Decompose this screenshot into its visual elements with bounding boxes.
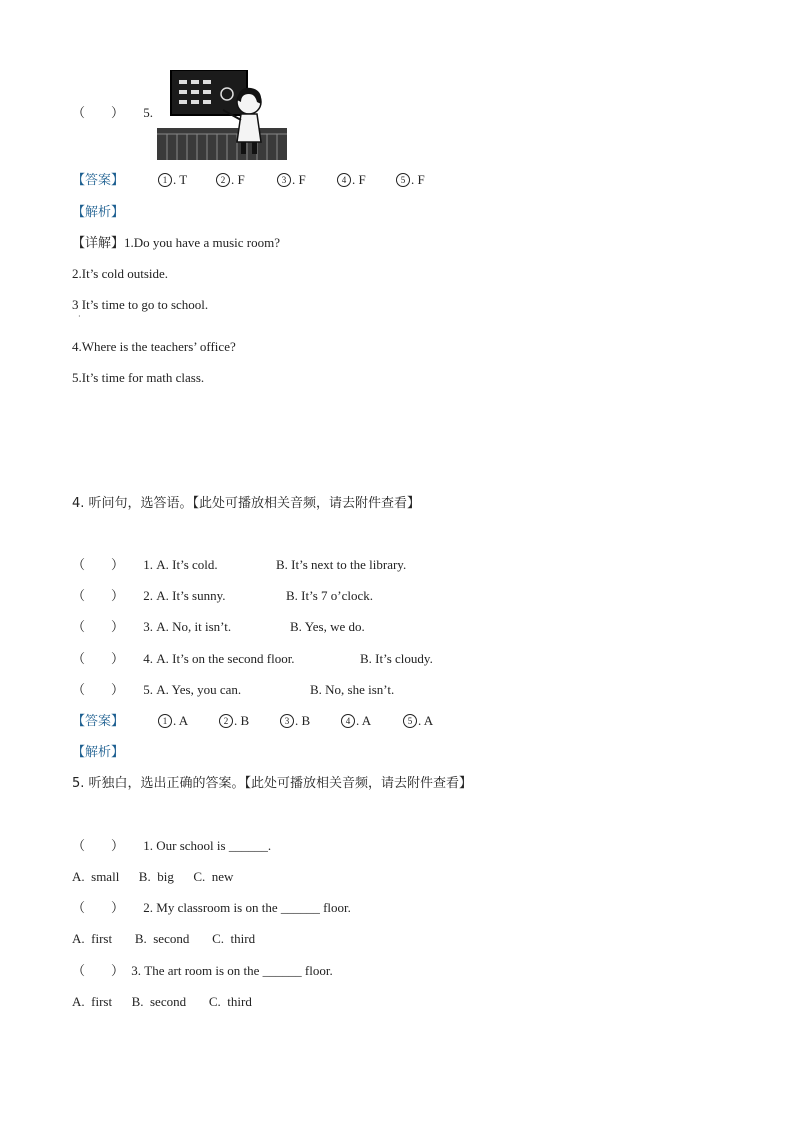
detail-label: 【详解】	[72, 236, 125, 251]
option-b: B. It’s cloudy.	[360, 651, 433, 666]
answer-item: 5 . A	[403, 713, 433, 729]
detail-row	[72, 235, 280, 252]
answer-row-1	[72, 172, 124, 189]
answer-row-2	[72, 713, 124, 730]
option-b: B. It’s next to the library.	[276, 557, 407, 572]
analysis-label	[72, 204, 124, 221]
section-5-title: 5. 听独白，选出正确的答案。【此处可播放相关音频，请去附件查看】	[72, 776, 473, 791]
answer-item: 1 . A	[158, 713, 188, 729]
answer-label: 【答案】	[72, 714, 125, 729]
answer-item: 3 . B	[280, 713, 310, 729]
options-row: A. small B. big C. new	[72, 869, 234, 884]
answer-item: 4 . A	[341, 713, 371, 729]
answer-paren: （ ）	[72, 964, 125, 979]
question-row	[72, 651, 295, 668]
stray-dot: ·	[78, 312, 81, 321]
options-row: A. first B. second C. third	[72, 994, 252, 1009]
answer-item: 2 . B	[219, 713, 249, 729]
q5-picture-row	[72, 105, 153, 122]
option-b: B. Yes, we do.	[290, 619, 365, 634]
answer-paren: （ ）	[72, 839, 125, 854]
answer-item: 4 . F	[337, 172, 366, 188]
answer-paren: （ ）	[72, 901, 125, 916]
option-a: 3. A. No, it isn’t.	[143, 619, 232, 634]
option-a: 2. A. It’s sunny.	[143, 588, 226, 603]
analysis-label	[72, 744, 124, 761]
question-row	[72, 963, 333, 980]
answer-paren: （ ）	[72, 683, 125, 698]
option-a: 4. A. It’s on the second floor.	[143, 651, 295, 666]
detail-line: 5.It’s time for math class.	[72, 370, 205, 385]
answer-paren: （ ）	[72, 558, 125, 573]
answer-item: 5 . F	[396, 172, 425, 188]
detail-line: 1.Do you have a music room?	[124, 235, 280, 250]
question-row	[72, 588, 225, 605]
answer-item: 1 . T	[158, 172, 187, 188]
option-b: B. It’s 7 o’clock.	[286, 588, 374, 603]
option-a: 1. A. It’s cold.	[143, 557, 218, 572]
teacher-blackboard-picture	[157, 70, 287, 160]
question-number: 5.	[143, 105, 154, 120]
question-row	[72, 900, 351, 917]
options-row: A. first B. second C. third	[72, 931, 256, 946]
option-a: 5. A. Yes, you can.	[143, 682, 242, 697]
section-4-title: 4. 听问句，选答语。【此处可播放相关音频，请去附件查看】	[72, 496, 421, 511]
answer-item: 3 . F	[277, 172, 306, 188]
question-row	[72, 619, 231, 636]
answer-label: 【答案】	[72, 173, 125, 188]
answer-paren: （ ）	[72, 106, 125, 121]
question-text: 3. The art room is on the ______ floor.	[131, 963, 333, 978]
analysis-tag: 【解析】	[72, 745, 125, 760]
analysis-tag: 【解析】	[72, 205, 125, 220]
question-row	[72, 838, 271, 855]
question-text: 2. My classroom is on the ______ floor.	[143, 900, 351, 915]
question-row	[72, 682, 241, 699]
answer-paren: （ ）	[72, 620, 125, 635]
question-row	[72, 557, 218, 574]
detail-line: 3 It’s time to go to school.	[72, 297, 209, 312]
answer-item: 2 . F	[216, 172, 245, 188]
question-text: 1. Our school is ______.	[143, 838, 272, 853]
detail-line: 4.Where is the teachers’ office?	[72, 339, 236, 354]
detail-line: 2.It’s cold outside.	[72, 266, 169, 281]
answer-paren: （ ）	[72, 589, 125, 604]
answer-paren: （ ）	[72, 652, 125, 667]
option-b: B. No, she isn’t.	[310, 682, 395, 697]
